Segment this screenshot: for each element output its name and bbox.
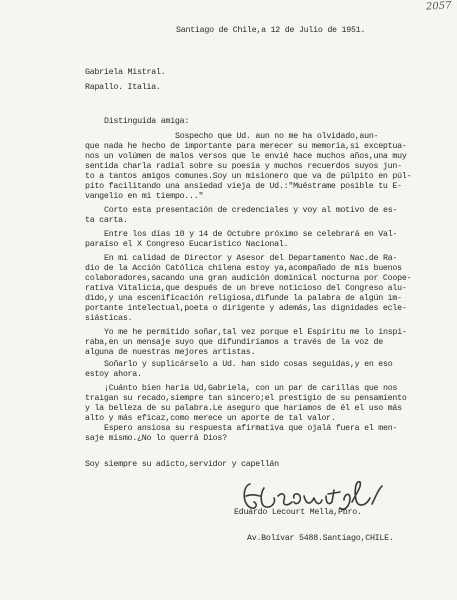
- place-date: Santiago de Chile,a 12 de Julio de 1951.: [176, 26, 366, 35]
- body-line: que nada he hecho de importante para merecer su memoria,si exceptua-: [85, 142, 407, 151]
- sender-address: Av.Bolívar 5488.Santiago,CHILE.: [247, 534, 394, 543]
- archive-reference: 2057: [425, 0, 452, 13]
- body-line: pito facilitando una ansiedad vieja de Ud.:"Muéstrame posible tu E-: [85, 182, 402, 191]
- body-line: rativa Vitalicia,que después de un breve noticioso del Congreso alu-: [85, 284, 407, 293]
- body-line: to a tantos amigos comunes.Soy un misionero que va de púlpito en púl-: [85, 172, 412, 181]
- body-line: dido,y una escenificación religiosa,difunde la palabra de algún im-: [85, 294, 402, 303]
- body-line: ta carta.: [85, 216, 128, 225]
- body-line: portante intelectual,poeta o dirigente y además,las dignidades ecle-: [85, 304, 407, 313]
- body-line: saje mismo.¿No lo querrá Dios?: [85, 434, 227, 443]
- body-line: y la belleza de su palabra.Le aseguro que haríamos de él el uso más: [85, 404, 402, 413]
- salutation: Distinguida amiga:: [104, 117, 190, 126]
- body-line: ¡Cuánto bien haría Ud,Gabriela, con un par de carillas que nos: [104, 384, 398, 393]
- body-line: colaboradores,sacando una gran audición dominical nocturna por Coope-: [85, 274, 412, 283]
- body-line: alto y más eficaz,como merece un aporte de tal valor.: [85, 414, 336, 423]
- signer-name: Eduardo Lecourt Mella,Pbro.: [234, 508, 362, 517]
- body-line: alguna de nuestras mejores artistas.: [85, 348, 256, 357]
- body-line: siásticas.: [85, 314, 133, 323]
- body-line: vangelio en mi tiempo...": [85, 192, 204, 201]
- body-line: Corto esta presentación de credenciales y voy al motivo de es-: [104, 206, 398, 215]
- body-line: traigan su recado,siempre tan sincero;el prestigio de su pensamiento: [85, 394, 407, 403]
- body-line: Entre los días 10 y 14 de Octubre próximo se celebrará en Val-: [104, 230, 398, 239]
- body-line: Espero ansiosa su respuesta afirmativa que ojalá fuera el men-: [104, 424, 398, 433]
- recipient-name: Gabriela Mistral.: [85, 68, 166, 77]
- recipient-place: Rapallo. Italia.: [85, 83, 161, 92]
- closing: Soy siempre su adicto,servidor y capellán: [85, 460, 279, 469]
- body-line: Sospecho que Ud. aun no me ha olvidado,aun-: [175, 132, 379, 141]
- body-line: raba,en un mensaje suyo que difundiríamos a través de la voz de: [85, 338, 383, 347]
- body-line: estoy ahora.: [85, 370, 142, 379]
- body-line: dio de la Acción Católica chilena estoy ya,acompañado de mis buenos: [85, 264, 402, 273]
- body-line: Soñarlo y suplicárselo a Ud. han sido cosas seguidas,y en eso: [104, 360, 393, 369]
- body-line: nos un volúmen de malos versos que le envié hace muchos años,una muy: [85, 152, 407, 161]
- body-line: En mi calidad de Director y Asesor del Departamento Nac.de Ra-: [104, 254, 398, 263]
- body-line: Yo me he permitido soñar,tal vez porque el Espíritu me lo inspi-: [104, 328, 407, 337]
- body-line: paraíso el X Congreso Eucarístico Nacional.: [85, 240, 289, 249]
- body-line: sentida charla radial sobre su poesía y muchos recuerdos suyos jun-: [85, 162, 402, 171]
